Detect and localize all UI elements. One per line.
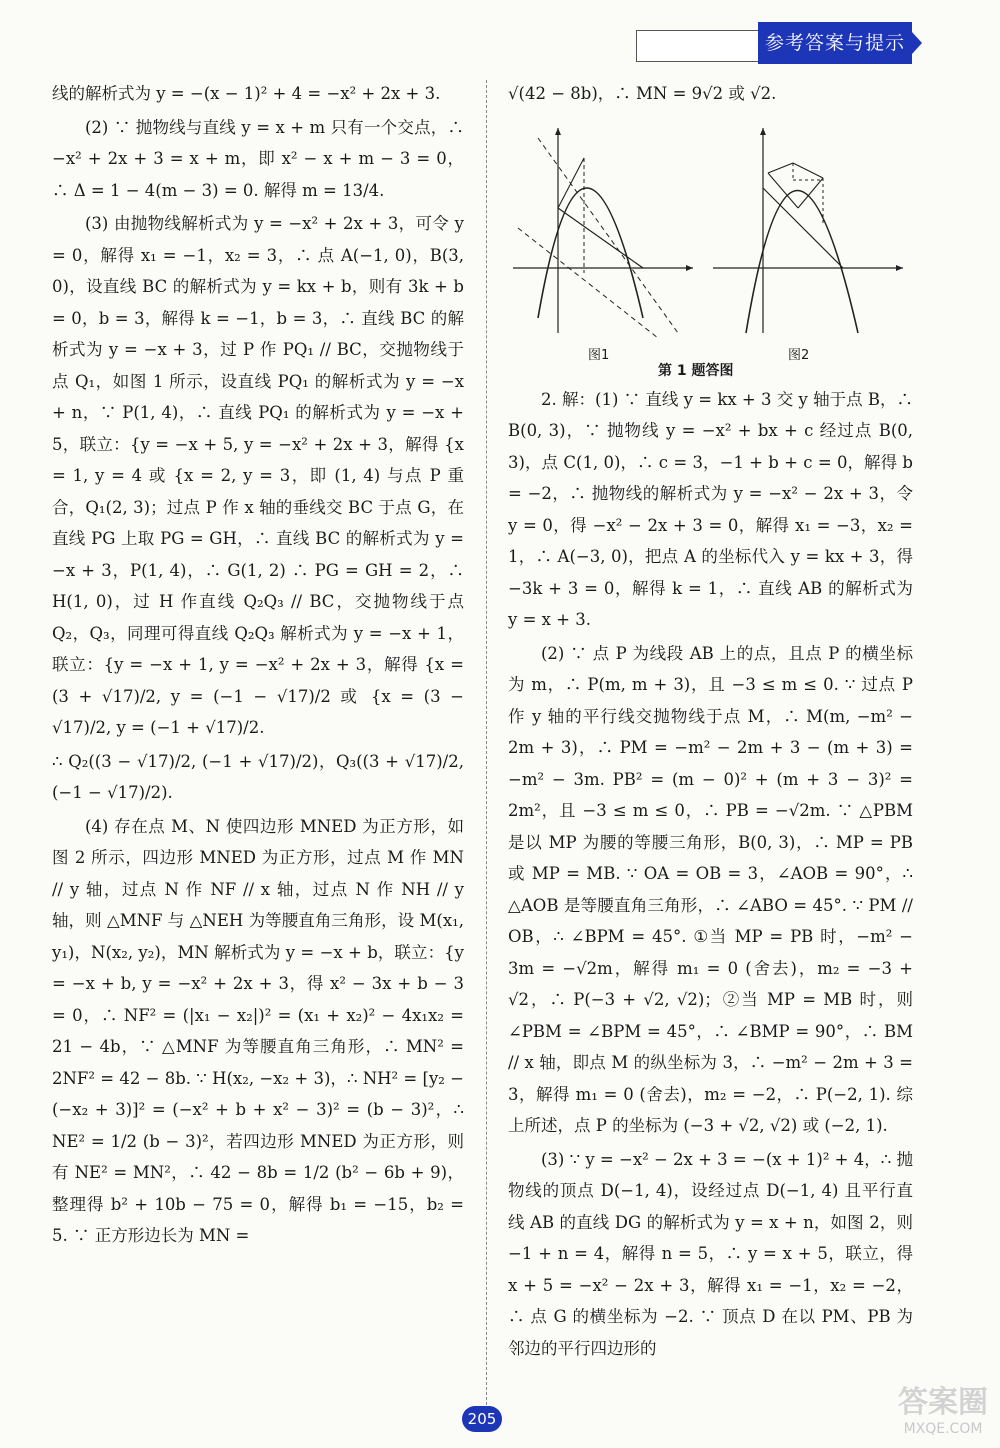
right-paragraph: (2) ∵ 点 P 为线段 AB 上的点，且点 P 的横坐标为 m，∴ P(m, m + 3)，且 −3 ≤ m ≤ 0. ∵ 过点 P 作 y 轴的平行线交抛物线于点 M，∴ M(m, −m² − 2m + 3)，∴ PM = −m² − 2m + 3 − (m + 3) = −m² − 3m. PB² = (m − 0)² + (m + 3 − 3)² = 2m²，且 −3 ≤ m ≤ 0，∴ PB = −√2m. ∵ △PBM 是以 MP 为腰的等腰三角形，B(0, 3)，∴ MP = PB 或 MP = MB. ∵ OA = OB = 3，∠AOB = 90°，∴ △AOB 是等腰直角三角形，∴ ∠ABO = 45°. ∵ PM // OB，∴ ∠BPM = 45°. ①当 MP = PB 时，−m² − 3m = −√2m，解得 m₁ = 0 (舍去)，m₂ = −3 + √2，∴ P(−3 + √2, √2)；②当 MP = MB 时，则 ∠PBM = ∠BPM = 45°，∴ ∠BMP = 90°，∴ BM // x 轴，即点 M 的纵坐标为 3，∴ −m² − 2m + 3 = 3，解得 m₁ = 0 (舍去)，m₂ = −2，∴ P(−2, 1). 综上所述，点 P 的坐标为 (−3 + √2, √2) 或 (−2, 1). <box>508 643 913 1135</box>
header-tab: 参考答案与提示 <box>758 22 912 64</box>
watermark-url: MXQE.COM <box>903 1421 983 1437</box>
figure-2-diagram <box>708 118 908 348</box>
figure-1-diagram <box>508 118 708 348</box>
left-paragraph: (3) 由抛物线解析式为 y = −x² + 2x + 3，可令 y = 0，解得 x₁ = −1，x₂ = 3，∴ 点 A(−1, 0)，B(3, 0)，设直线 BC 的解析式为 y = kx + b，则有 3k + b = 0，b = 3，解得 k = −1，b = 3，∴ 直线 BC 的解析式为 y = −x + 3，过 P 作 PQ₁ // BC，交抛物线于点 Q₁，如图 1 所示，设直线 PQ₁ 的解析式为 y = −x + n，∵ P(1, 4)，∴ 直线 PQ₁ 的解析式为 y = −x + 5，联立：{y = −x + 5, y = −x² + 2x + 3，解得 {x = 1, y = 4 或 {x = 2, y = 3，即 (1, 4) 与点 P 重合，Q₁(2, 3)；过点 P 作 x 轴的垂线交 BC 于点 G，在直线 PG 上取 PG = GH，∴ 直线 BC 的解析式为 y = −x + 3，P(1, 4)，∴ G(1, 2) ∴ PG = GH = 2，∴ H(1, 0)，过 H 作直线 Q₂Q₃ // BC，交抛物线于点 Q₂，Q₃，同理可得直线 Q₂Q₃ 解析式为 y = −x + 1，联立：{y = −x + 1, y = −x² + 2x + 3，解得 {x = (3 + √17)/2, y = (−1 − √17)/2 或 {x = (3 − √17)/2, y = (−1 + √17)/2. <box>52 214 464 737</box>
right-paragraph: 2. 解：(1) ∵ 直线 y = kx + 3 交 y 轴于点 B，∴ B(0, 3)，∵ 抛物线 y = −x² + bx + c 经过点 B(0, 3)，点 C(1, 0)，∴ c = 3，−1 + b + c = 0，解得 b = −2，∴ 抛物线的解析式为 y = −x² − 2x + 3，令 y = 0，得 −x² − 2x + 3 = 0，解得 x₁ = −3，x₂ = 1，∴ A(−3, 0)，把点 A 的坐标代入 y = kx + 3，得 −3k + 3 = 0，解得 k = 1，∴ 直线 AB 的解析式为 y = x + 3. <box>508 389 913 629</box>
figure-1-label: 图1 <box>588 347 610 363</box>
figure-caption: 第 1 题答图 <box>658 362 734 379</box>
left-paragraph: 线的解析式为 y = −(x − 1)² + 4 = −x² + 2x + 3. <box>52 84 441 103</box>
left-paragraph: (4) 存在点 M、N 使四边形 MNED 为正方形，如图 2 所示，四边形 MNED 为正方形，过点 M 作 MN // y 轴，过点 N 作 NF // x 轴，过点 N 作 NH // y 轴，则 △MNF 与 △NEH 为等腰直角三角形，设 M(x₁, y₁)，N(x₂, y₂)，MN 解析式为 y = −x + b，联立：{y = −x + b, y = −x² + 2x + 3，得 x² − 3x + b − 3 = 0，∴ NF² = (|x₁ − x₂|)² = (x₁ + x₂)² − 4x₁x₂ = 21 − 4b，∵ △MNF 为等腰直角三角形，∴ MN² = 2NF² = 42 − 8b. ∵ H(x₂, −x₂ + 3)，∴ NH² = [y₂ − (−x₂ + 3)]² = (−x² + b + x² − 3)² = (b − 3)²，∴ NE² = 1/2 (b − 3)²，若四边形 MNED 为正方形，则有 NE² = MN²，∴ 42 − 8b = 1/2 (b² − 6b + 9)，整理得 b² + 10b − 75 = 0，解得 b₁ = −15，b₂ = 5. ∵ 正方形边长为 MN = <box>52 816 464 1245</box>
site-watermark <box>898 1386 988 1438</box>
answer-figure <box>508 118 913 378</box>
figure-2-label: 图2 <box>788 347 810 363</box>
page-number: 205 <box>462 1406 502 1432</box>
watermark-title: 答案圈 <box>898 1385 988 1420</box>
left-paragraph: (2) ∵ 抛物线与直线 y = x + m 只有一个交点，∴ −x² + 2x + 3 = x + m，即 x² − x + m − 3 = 0，∴ Δ = 1 − 4(m − 3) = 0. 解得 m = 13/4. <box>52 117 464 200</box>
header-blank-box <box>636 30 760 62</box>
left-column <box>52 78 464 1254</box>
column-divider <box>486 80 487 1410</box>
right-paragraph: √(42 − 8b)，∴ MN = 9√2 或 √2. <box>508 84 777 103</box>
right-paragraph: (3) ∵ y = −x² − 2x + 3 = −(x + 1)² + 4，∴ 抛物线的顶点 D(−1, 4)，设经过点 D(−1, 4) 且平行直线 AB 的直线 DG 的解析式为 y = x + n，如图 2，则 −1 + n = 4，解得 n = 5，∴ y = x + 5，联立，得 x + 5 = −x² − 2x + 3，解得 x₁ = −1，x₂ = −2，∴ 点 G 的横坐标为 −2. ∵ 顶点 D 在以 PM、PB 为邻边的平行四边形的 <box>508 1149 913 1358</box>
right-column <box>508 78 913 1366</box>
left-paragraph: ∴ Q₂((3 − √17)/2, (−1 + √17)/2)，Q₃((3 + √17)/2, (−1 − √17)/2). <box>52 751 464 802</box>
